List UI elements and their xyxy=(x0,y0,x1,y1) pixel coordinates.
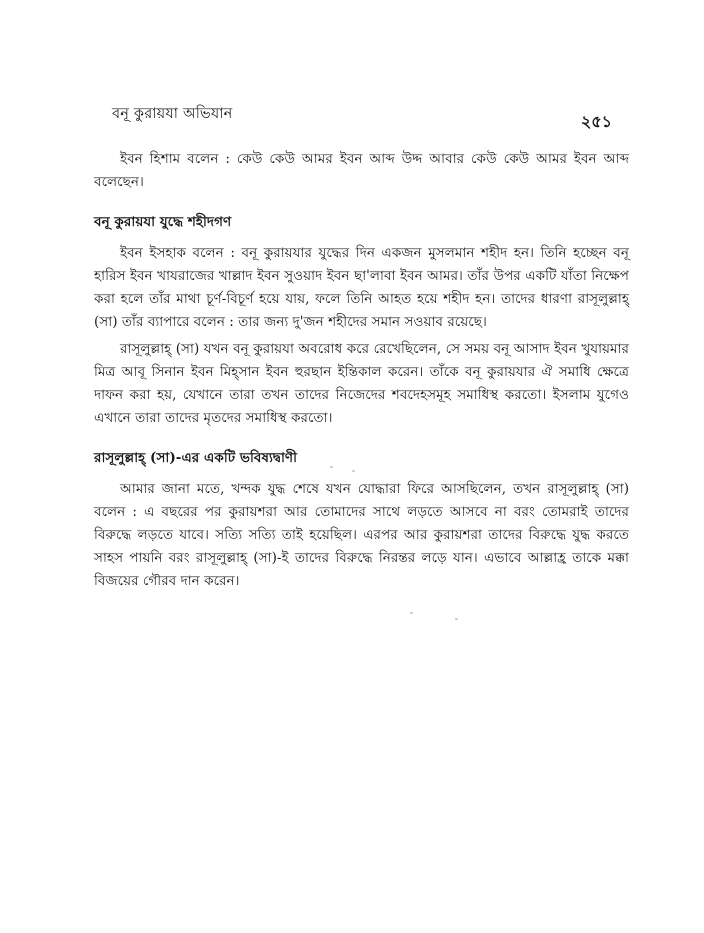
section-heading-prophecy: রাসূলুল্লাহ্ (সা)-এর একটি ভবিষ্যদ্বাণী xyxy=(94,450,298,466)
page-number: ২৫১ xyxy=(580,112,612,131)
prophecy-paragraph: আমার জানা মতে, খন্দক যুদ্ধ শেষে যখন যোদ্ধারা ফিরে আসছিলেন, তখন রাসূলুল্লাহ্ (সা) বলেন : এ বছরের পর কুরায়শরা আর তোমাদের সাথে লড়তে আসবে না বরং তোমরাই তাদের বিরুদ্ধে লড়তে যাবে। সত্যি সত্যি তাই হয়েছিল। এরপর আর কুরায়শরা তাদের বিরুদ্ধে যুদ্ধ করতে সাহস পায়নি বরং রাসূলুল্লাহ্ (সা)-ই তাদের বিরুদ্ধে নিরন্তর লড়ে যান। এভাবে আল্লাহ্র তাকে মক্কা বিজয়ের গৌরব দান করেন। xyxy=(94,481,629,589)
section-heading-martyrs: বনূ কুরায়যা যুদ্ধে শহীদগণ xyxy=(94,214,232,230)
scan-speck xyxy=(330,466,333,468)
scan-speck xyxy=(410,612,413,614)
page-body xyxy=(94,148,629,593)
martyrs-paragraph-1: ইবন ইসহাক বলেন : বনূ কুরায়যার যুদ্ধের দিন একজন মুসলমান শহীদ হন। তিনি হচ্ছেন বনূ হারিস ইবন খাযরাজের খাল্লাদ ইবন সুওয়াদ ইবন ছা'লাবা ইবন আমর। তাঁর উপর একটি যাঁতা নিক্ষেপ করা হলে তাঁর মাথা চূর্ণ-বিচূর্ণ হয়ে যায়, ফলে তিনি আহত হয়ে শহীদ হন। তাদের ধারণা রাসূলুল্লাহ্ (সা) তাঁর ব্যাপারে বলেন : তার জন্য দু'জন শহীদের সমান সওয়াব রয়েছে। xyxy=(94,245,629,330)
martyrs-paragraph-2: রাসূলুল্লাহ্ (সা) যখন বনূ কুরায়যা অবরোধ করে রেখেছিলেন, সে সময় বনূ আসাদ ইবন খুযায়মার মিত্র আবূ সিনান ইবন মিহ্সান ইবন হুরছান ইন্তিকাল করেন। তাঁকে বনূ কুরায়যার ঐ সমাধি ক্ষেত্রে দাফন করা হয়, যেখানে তারা তখন তাদের নিজেদের শবদেহসমূহ সমাধিস্থ করতো। ইসলাম যুগেও এখানে তারা তাদের মৃতদের সমাধিস্থ করতো। xyxy=(94,341,629,426)
intro-paragraph: ইবন হিশাম বলেন : কেউ কেউ আমর ইবন আব্দ উদ্দ আবার কেউ কেউ আমর ইবন আব্দ বলেছেন। xyxy=(94,151,629,190)
running-header: বনূ কুরায়যা অভিযান xyxy=(112,106,233,122)
scan-speck xyxy=(455,618,458,620)
scan-speck xyxy=(352,470,355,472)
